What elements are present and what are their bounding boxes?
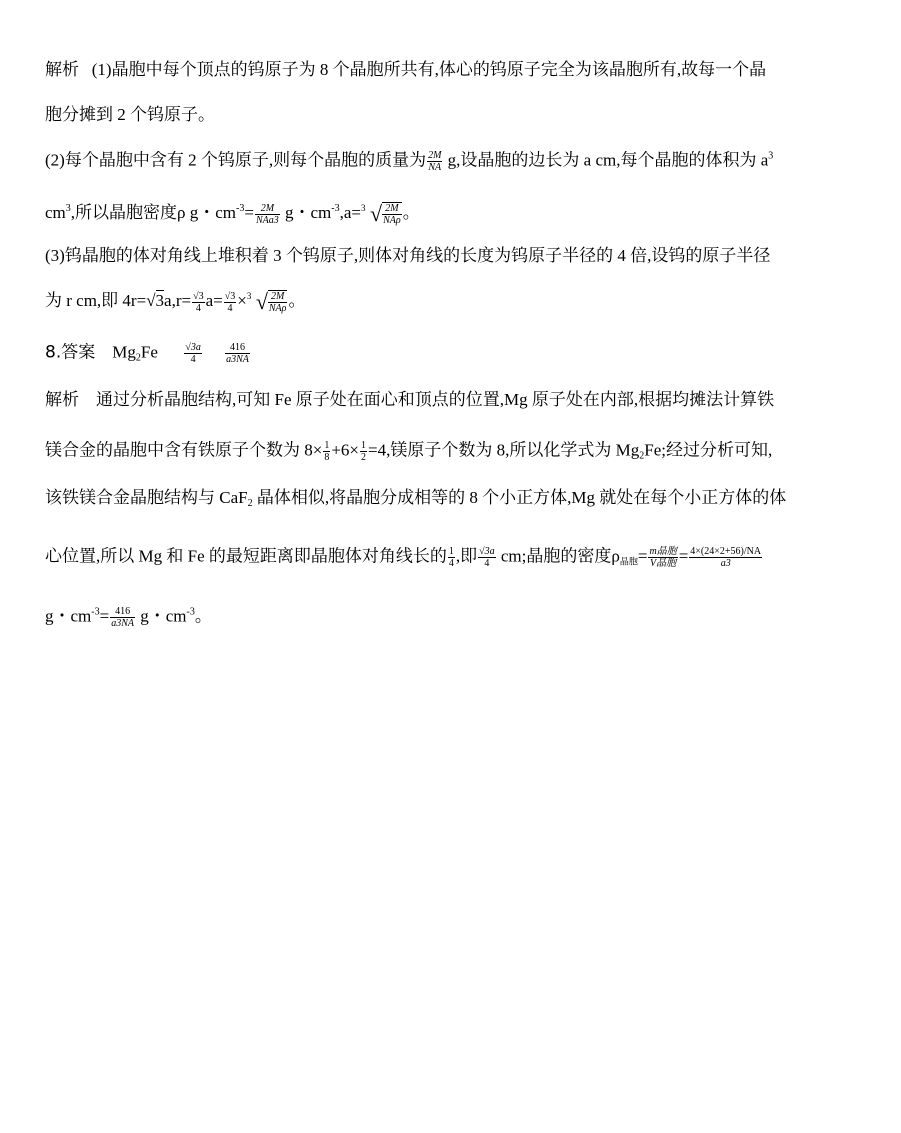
analysis-label: 解析 (45, 60, 79, 80)
cube-root: 3 √ $\frac{2M}{\text{NAρ}}$ (361, 201, 401, 226)
analysis-7-line-6: 为 r cm,即 4r=√3a,r= $\frac{√3}{4}$ a= $\frac{√3}{4}$ × 3 √ $\frac{2M}{\text{NAρ}}$ 。 (45, 289, 306, 314)
analysis-7-p1a: (1)晶胞中每个顶点的钨原子为 8 个晶胞所共有,体心的钨原子完全为该晶胞所有,故每一个晶 (91, 60, 767, 79)
analysis-8-line-4: 心位置,所以 Mg 和 Fe 的最短距离即晶胞体对角线长的 $\frac{1}{4}$ ,即 $\frac{√3a}{4}$ cm;晶胞的密度$\rho_{晶胞}=$ $\frac{\text{m晶胞}}{\text{V晶胞}}$ = $\frac{4\times(24\times 2+56)/NA}{a3}$ (45, 546, 762, 569)
analysis-7-p1b: 胞分摊到 2 个钨原子。 (45, 105, 215, 124)
analysis-7-line-3: (2)每个晶胞中含有 2 个钨原子,则每个晶胞的质量为 $\frac{2M}{NA}$ g,设晶胞的边长为 a cm,每个晶胞的体积为 $a^3$ (45, 150, 774, 173)
analysis-8-line-5: g・$cm^{-3}=$ $\frac{416}{a3NA}$ g・$cm^{-3}$。 (45, 606, 212, 629)
cube-root: 3 √ $\frac{2M}{\text{NAρ}}$ (246, 289, 287, 314)
analysis-8-line-3: 该铁镁合金晶胞结构与 CaF$_2$ 晶体相似,将晶胞分成相等的 8 个小正方体,Mg 就处在每个小正方体的体 (45, 488, 787, 509)
answer-8-line: 8.答案 $Mg_2Fe$ $\frac{√3a}{4}$ $\frac{416}{a3NA}$ (45, 342, 249, 365)
analysis-7-line-2 (45, 105, 215, 125)
p2a-pre: (2)每个晶胞中含有 2 个钨原子,则每个晶胞的质量为 (45, 150, 427, 170)
analysis-7-line-5: (3)钨晶胞的体对角线上堆积着 3 个钨原子,则体对角线的长度为钨原子半径的 4 倍,设钨的原子半径 (45, 246, 771, 265)
mass-fraction: $\frac{2M}{NA}$ (428, 150, 442, 173)
analysis-8-line-2: 镁合金的晶胞中含有铁原子个数为 8× $\frac{1}{8}$ +6× $\frac{1}{2}$ =4,镁原子个数为 8,所以化学式为 $Mg_2Fe$;经过分析可知, (45, 440, 773, 463)
p2a-post: g,设晶胞的边长为 a cm,每个晶胞的体积为 a (443, 150, 769, 170)
analysis-8-line-1: 解析 通过分析晶胞结构,可知 Fe 原子处在面心和顶点的位置,Mg 原子处在内部,根据均摊法计算铁 (45, 390, 775, 410)
answer-8-heading: 8.答案 (45, 342, 96, 363)
analysis-7-line-4: $cm^3$,所以晶胞密度ρ g・$cm^{-3}=$ $\frac{2M}{\text{NAa3}}$ g・$cm^{-3},a=$ 3 √ $\frac{2M}{\text{NAρ}}$ 。 (45, 201, 420, 226)
analysis-7-line-1 (45, 60, 766, 80)
density-fraction: $\frac{2M}{\text{NAa3}}$ (255, 202, 279, 226)
